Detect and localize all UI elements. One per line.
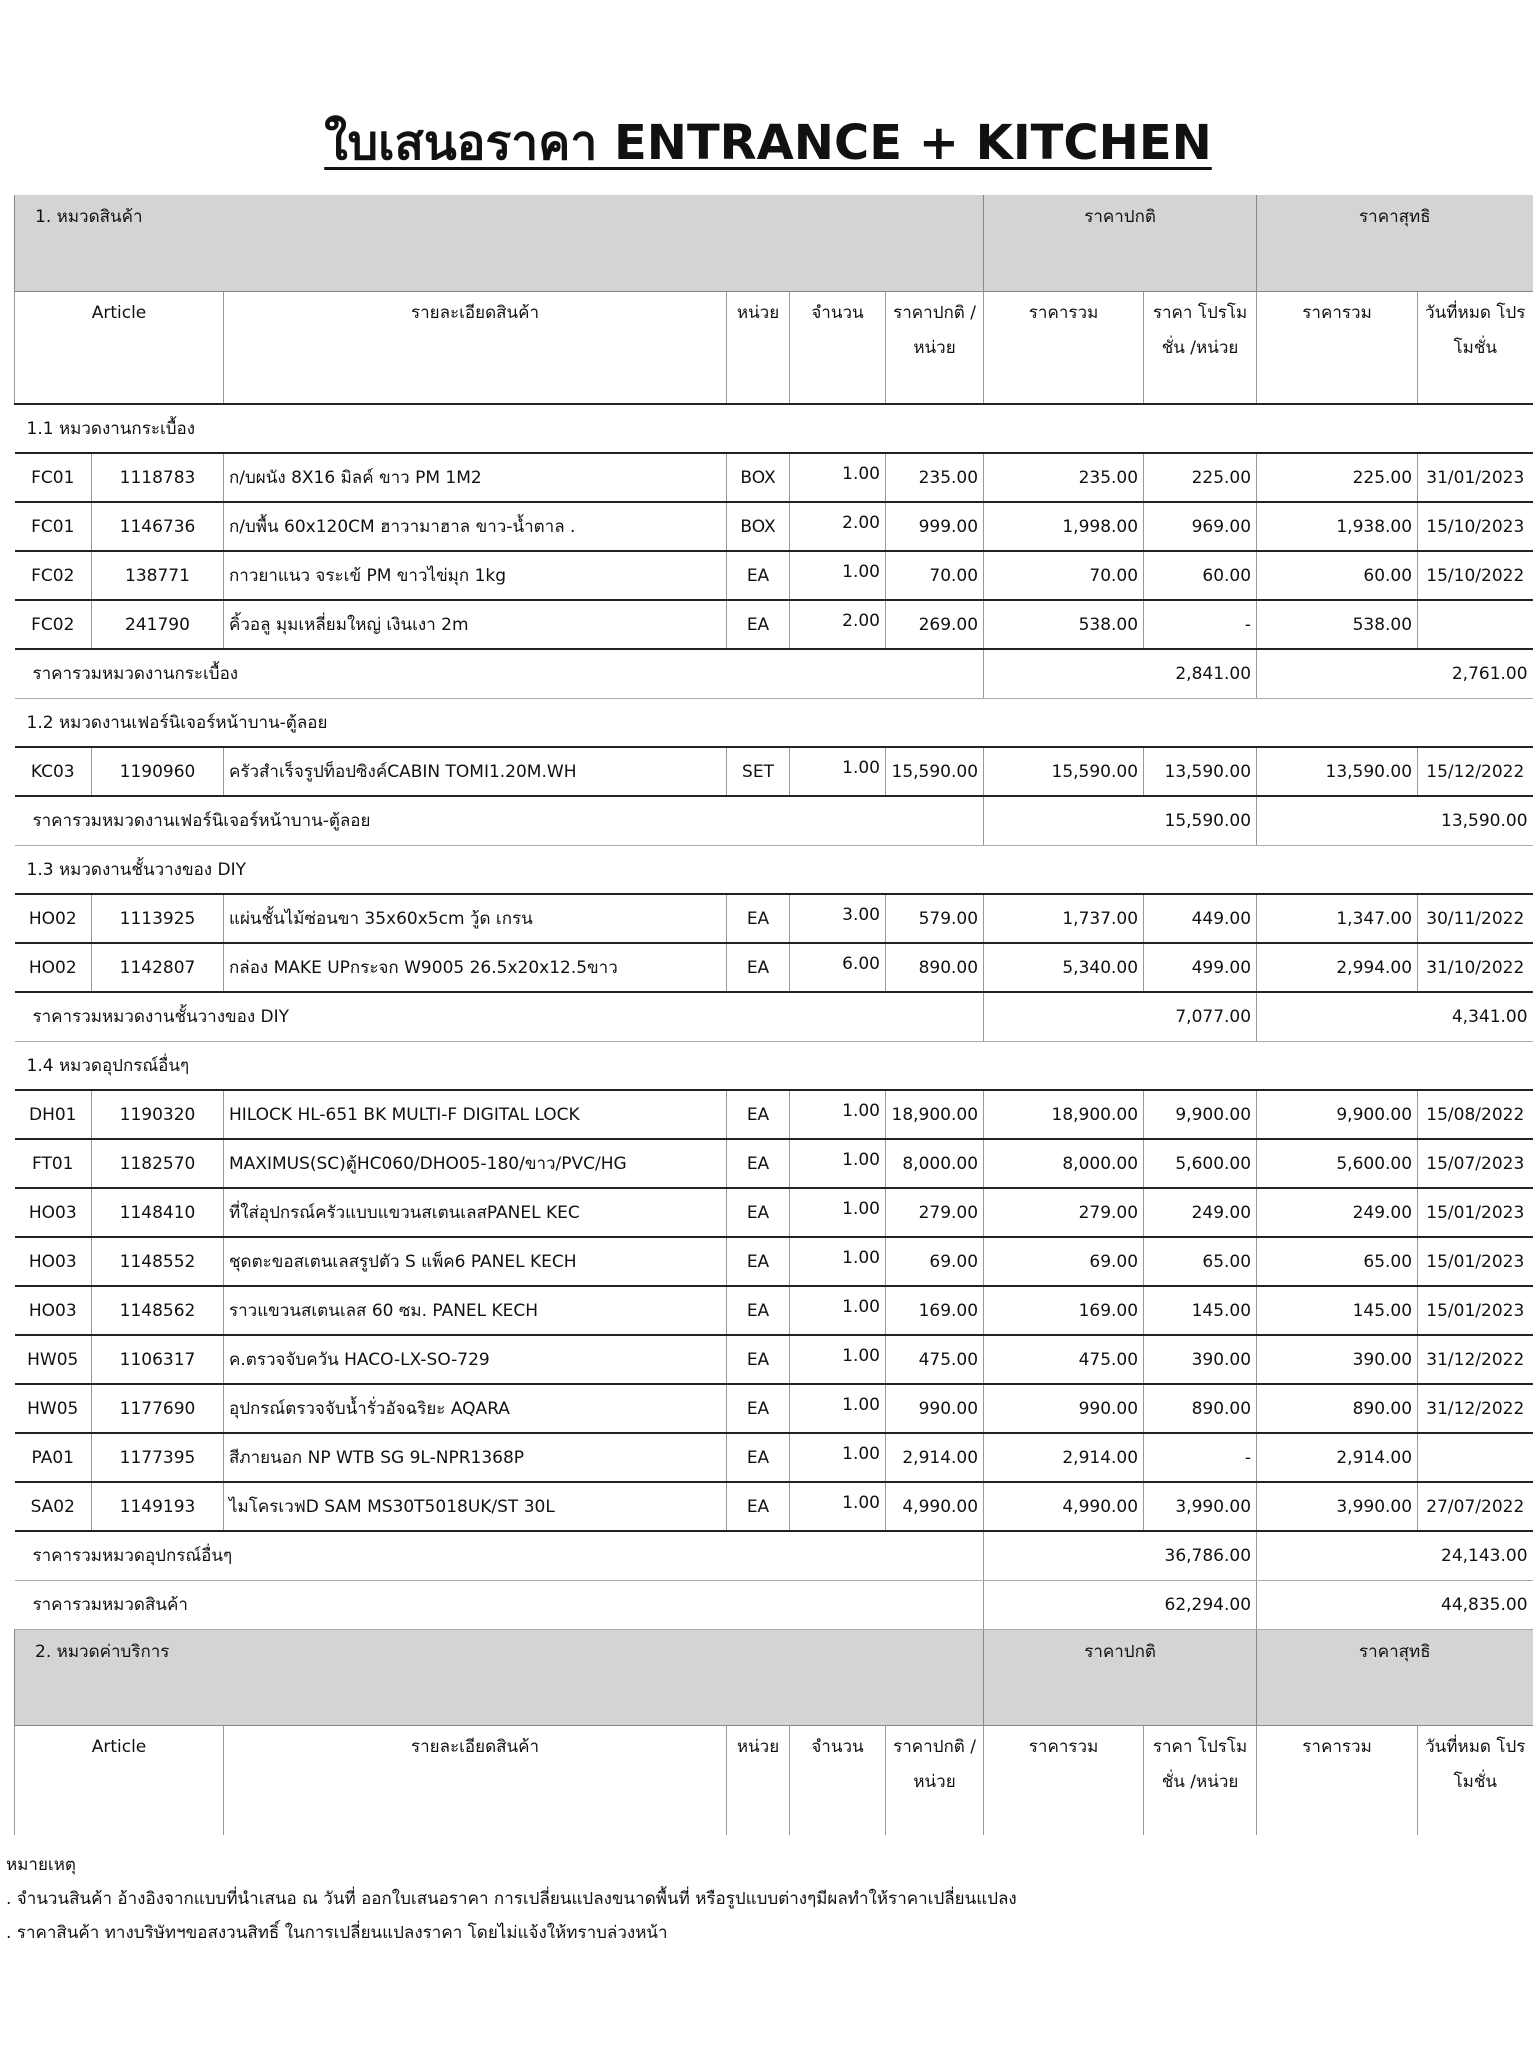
note-line-2: . ราคาสินค้า ทางบริษัทฯขอสงวนสิทธิ์ ในการเปลี่ยนแปลงราคา โดยไม่แจ้งให้ทราบล่วงหน้า <box>6 1923 668 1938</box>
subtotal-net: 24,143.00 <box>1257 1531 1533 1580</box>
col-promo-price: ราคา โปรโมชั่น /หน่วย <box>1144 1725 1257 1835</box>
item-description: ไมโครเวฟD SAM MS30T5018UK/ST 30L <box>224 1482 727 1531</box>
item-qty: 2.00 <box>790 600 886 649</box>
subtotal-label: ราคารวมหมวดงานกระเบื้อง <box>15 649 984 698</box>
item-total: 169.00 <box>984 1286 1144 1335</box>
item-code: PA01 <box>15 1433 92 1482</box>
item-unit-price: 69.00 <box>886 1237 984 1286</box>
item-promo-price: 60.00 <box>1144 551 1257 600</box>
item-promo-end: 27/07/2022 <box>1418 1482 1533 1531</box>
item-unit-price: 18,900.00 <box>886 1090 984 1139</box>
item-unit: EA <box>727 1286 790 1335</box>
item-description: ครัวสำเร็จรูปท็อปซิงค์CABIN TOMI1.20M.WH <box>224 747 727 796</box>
table-row <box>15 1384 1533 1433</box>
table-row <box>15 453 1533 502</box>
item-promo-price: 499.00 <box>1144 943 1257 992</box>
item-promo-end: 15/08/2022 <box>1418 1090 1533 1139</box>
item-code: HO02 <box>15 943 92 992</box>
item-total: 1,737.00 <box>984 894 1144 943</box>
item-total: 475.00 <box>984 1335 1144 1384</box>
item-unit-price: 990.00 <box>886 1384 984 1433</box>
item-description: ที่ใส่อุปกรณ์ครัวแบบแขวนสเตนเลสPANEL KEC <box>224 1188 727 1237</box>
table-row <box>15 1335 1533 1384</box>
item-description: กล่อง MAKE UPกระจก W9005 26.5x20x12.5ขาว <box>224 943 727 992</box>
category-row <box>15 1041 1533 1090</box>
item-code: FT01 <box>15 1139 92 1188</box>
item-description: ราวแขวนสเตนเลส 60 ซม. PANEL KECH <box>224 1286 727 1335</box>
item-promo-end: 15/01/2023 <box>1418 1237 1533 1286</box>
item-article: 1148410 <box>92 1188 224 1237</box>
item-unit-price: 70.00 <box>886 551 984 600</box>
item-qty: 1.00 <box>790 1188 886 1237</box>
item-promo-price: 390.00 <box>1144 1335 1257 1384</box>
item-unit-price: 15,590.00 <box>886 747 984 796</box>
subtotal-label: ราคารวมหมวดอุปกรณ์อื่นๆ <box>15 1531 984 1580</box>
item-unit: EA <box>727 1335 790 1384</box>
subtotal-normal: 7,077.00 <box>984 992 1257 1041</box>
table-row <box>15 1482 1533 1531</box>
item-code: HW05 <box>15 1335 92 1384</box>
section-subtotal-row <box>15 796 1533 845</box>
item-code: HW05 <box>15 1384 92 1433</box>
item-code: KC03 <box>15 747 92 796</box>
item-article: 138771 <box>92 551 224 600</box>
item-promo-total: 890.00 <box>1257 1384 1418 1433</box>
section-subtotal-row <box>15 649 1533 698</box>
item-unit: EA <box>727 1090 790 1139</box>
item-unit-price: 2,914.00 <box>886 1433 984 1482</box>
item-promo-price: 9,900.00 <box>1144 1090 1257 1139</box>
item-unit: EA <box>727 1188 790 1237</box>
item-promo-total: 1,347.00 <box>1257 894 1418 943</box>
group-header-2 <box>15 1629 1533 1725</box>
item-promo-price: 5,600.00 <box>1144 1139 1257 1188</box>
item-promo-total: 2,914.00 <box>1257 1433 1418 1482</box>
category-row <box>15 845 1533 894</box>
item-promo-price: 249.00 <box>1144 1188 1257 1237</box>
subtotal-net: 2,761.00 <box>1257 649 1533 698</box>
category-row <box>15 404 1533 453</box>
item-promo-total: 249.00 <box>1257 1188 1418 1237</box>
col-unit-price: ราคาปกติ /หน่วย <box>886 291 984 404</box>
item-promo-total: 5,600.00 <box>1257 1139 1418 1188</box>
item-unit-price: 475.00 <box>886 1335 984 1384</box>
group-title: 2. หมวดค่าบริการ <box>15 1629 984 1725</box>
item-total: 2,914.00 <box>984 1433 1144 1482</box>
item-total: 538.00 <box>984 600 1144 649</box>
table-row <box>15 502 1533 551</box>
item-qty: 1.00 <box>790 1286 886 1335</box>
notes <box>6 1848 1017 1938</box>
item-total: 5,340.00 <box>984 943 1144 992</box>
item-code: FC02 <box>15 600 92 649</box>
category-label: 1.4 หมวดอุปกรณ์อื่นๆ <box>15 1041 1533 1090</box>
item-promo-total: 13,590.00 <box>1257 747 1418 796</box>
net-price-header: ราคาสุทธิ <box>1257 1629 1533 1725</box>
item-qty: 1.00 <box>790 1090 886 1139</box>
item-article: 1146736 <box>92 502 224 551</box>
quotation-table <box>14 195 1533 1835</box>
category-label: 1.1 หมวดงานกระเบื้อง <box>15 404 1533 453</box>
group-header-1 <box>15 195 1533 291</box>
item-code: HO03 <box>15 1237 92 1286</box>
subtotal-normal: 36,786.00 <box>984 1531 1257 1580</box>
item-qty: 1.00 <box>790 1139 886 1188</box>
table-row <box>15 551 1533 600</box>
item-total: 279.00 <box>984 1188 1144 1237</box>
col-unit: หน่วย <box>727 291 790 404</box>
table-row <box>15 1237 1533 1286</box>
item-unit: EA <box>727 1384 790 1433</box>
table-row <box>15 747 1533 796</box>
column-header-row-1 <box>15 291 1533 404</box>
notes-heading: หมายเหตุ <box>6 1855 76 1875</box>
item-description: สีภายนอก NP WTB SG 9L-NPR1368P <box>224 1433 727 1482</box>
item-article: 1182570 <box>92 1139 224 1188</box>
item-total: 1,998.00 <box>984 502 1144 551</box>
item-promo-end: 15/12/2022 <box>1418 747 1533 796</box>
item-promo-price: 969.00 <box>1144 502 1257 551</box>
item-promo-price: 890.00 <box>1144 1384 1257 1433</box>
item-promo-price: - <box>1144 1433 1257 1482</box>
item-total: 15,590.00 <box>984 747 1144 796</box>
item-unit-price: 579.00 <box>886 894 984 943</box>
item-qty: 1.00 <box>790 1384 886 1433</box>
item-qty: 1.00 <box>790 1482 886 1531</box>
item-qty: 2.00 <box>790 502 886 551</box>
item-qty: 1.00 <box>790 551 886 600</box>
item-promo-total: 65.00 <box>1257 1237 1418 1286</box>
item-article: 1190320 <box>92 1090 224 1139</box>
item-article: 1113925 <box>92 894 224 943</box>
table-row <box>15 1286 1533 1335</box>
item-total: 235.00 <box>984 453 1144 502</box>
item-promo-end: 31/12/2022 <box>1418 1384 1533 1433</box>
item-unit: EA <box>727 551 790 600</box>
item-total: 70.00 <box>984 551 1144 600</box>
subtotal-label: ราคารวมหมวดงานเฟอร์นิเจอร์หน้าบาน-ตู้ลอย <box>15 796 984 845</box>
item-unit-price: 279.00 <box>886 1188 984 1237</box>
col-qty: จำนวน <box>790 291 886 404</box>
item-unit: EA <box>727 943 790 992</box>
category-label: 1.3 หมวดงานชั้นวางของ DIY <box>15 845 1533 894</box>
table-row <box>15 1139 1533 1188</box>
item-promo-end <box>1418 1433 1533 1482</box>
item-promo-total: 145.00 <box>1257 1286 1418 1335</box>
item-promo-total: 3,990.00 <box>1257 1482 1418 1531</box>
item-code: FC02 <box>15 551 92 600</box>
item-description: คิ้วอลู มุมเหลี่ยมใหญ่ เงินเงา 2m <box>224 600 727 649</box>
item-promo-end: 15/10/2023 <box>1418 502 1533 551</box>
category-row <box>15 698 1533 747</box>
table-row <box>15 600 1533 649</box>
note-line-1: . จำนวนสินค้า อ้างอิงจากแบบที่นำเสนอ ณ วันที่ ออกใบเสนอราคา การเปลี่ยนแปลงขนาดพื้นที่ หรือรูปแบบต่างๆมีผลทำให้ราคาเปลี่ยนแปลง <box>6 1889 1017 1909</box>
subtotal-net: 4,341.00 <box>1257 992 1533 1041</box>
item-code: FC01 <box>15 502 92 551</box>
item-qty: 1.00 <box>790 1433 886 1482</box>
item-description: กาวยาแนว จระเข้ PM ขาวไข่มุก 1kg <box>224 551 727 600</box>
col-unit-price: ราคาปกติ /หน่วย <box>886 1725 984 1835</box>
item-promo-total: 538.00 <box>1257 600 1418 649</box>
item-unit: SET <box>727 747 790 796</box>
item-qty: 1.00 <box>790 1237 886 1286</box>
grand-total-net: 44,835.00 <box>1257 1580 1533 1629</box>
item-article: 1149193 <box>92 1482 224 1531</box>
item-promo-end: 15/01/2023 <box>1418 1286 1533 1335</box>
item-unit: EA <box>727 1482 790 1531</box>
item-description: แผ่นชั้นไม้ซ่อนขา 35x60x5cm วู้ด เกรน <box>224 894 727 943</box>
col-detail: รายละเอียดสินค้า <box>224 1725 727 1835</box>
table-row <box>15 943 1533 992</box>
table-row <box>15 1433 1533 1482</box>
item-code: SA02 <box>15 1482 92 1531</box>
item-unit: EA <box>727 600 790 649</box>
item-article: 1142807 <box>92 943 224 992</box>
item-unit: EA <box>727 1237 790 1286</box>
item-article: 1106317 <box>92 1335 224 1384</box>
grand-total-row <box>15 1580 1533 1629</box>
column-header-row-2 <box>15 1725 1533 1835</box>
col-promo-price: ราคา โปรโมชั่น /หน่วย <box>1144 291 1257 404</box>
item-promo-price: 3,990.00 <box>1144 1482 1257 1531</box>
item-unit-price: 169.00 <box>886 1286 984 1335</box>
item-description: MAXIMUS(SC)ตู้HC060/DHO05-180/ขาว/PVC/HG <box>224 1139 727 1188</box>
item-unit: BOX <box>727 453 790 502</box>
item-article: 1118783 <box>92 453 224 502</box>
item-code: HO03 <box>15 1286 92 1335</box>
subtotal-normal: 15,590.00 <box>984 796 1257 845</box>
col-promo-end: วันที่หมด โปรโมชั่น <box>1418 291 1533 404</box>
item-unit: EA <box>727 894 790 943</box>
item-promo-price: 449.00 <box>1144 894 1257 943</box>
category-label: 1.2 หมวดงานเฟอร์นิเจอร์หน้าบาน-ตู้ลอย <box>15 698 1533 747</box>
item-unit: BOX <box>727 502 790 551</box>
item-unit-price: 235.00 <box>886 453 984 502</box>
item-code: HO03 <box>15 1188 92 1237</box>
item-promo-total: 60.00 <box>1257 551 1418 600</box>
table-row <box>15 1090 1533 1139</box>
item-code: HO02 <box>15 894 92 943</box>
col-article: Article <box>15 1725 224 1835</box>
item-promo-price: 145.00 <box>1144 1286 1257 1335</box>
item-article: 241790 <box>92 600 224 649</box>
item-description: HILOCK HL-651 BK MULTI-F DIGITAL LOCK <box>224 1090 727 1139</box>
col-detail: รายละเอียดสินค้า <box>224 291 727 404</box>
item-article: 1177690 <box>92 1384 224 1433</box>
item-unit-price: 890.00 <box>886 943 984 992</box>
item-unit: EA <box>727 1433 790 1482</box>
item-qty: 1.00 <box>790 453 886 502</box>
section-subtotal-row <box>15 1531 1533 1580</box>
item-total: 4,990.00 <box>984 1482 1144 1531</box>
item-unit-price: 8,000.00 <box>886 1139 984 1188</box>
item-unit-price: 4,990.00 <box>886 1482 984 1531</box>
col-qty: จำนวน <box>790 1725 886 1835</box>
item-promo-price: - <box>1144 600 1257 649</box>
item-description: ค.ตรวจจับควัน HACO-LX-SO-729 <box>224 1335 727 1384</box>
item-total: 18,900.00 <box>984 1090 1144 1139</box>
item-total: 8,000.00 <box>984 1139 1144 1188</box>
normal-price-header: ราคาปกติ <box>984 195 1257 291</box>
item-promo-price: 65.00 <box>1144 1237 1257 1286</box>
item-description: ก/บพื้น 60x120CM ฮาวามาฮาล ขาว-น้ำตาล . <box>224 502 727 551</box>
grand-total-normal: 62,294.00 <box>984 1580 1257 1629</box>
col-article: Article <box>15 291 224 404</box>
item-unit-price: 269.00 <box>886 600 984 649</box>
item-unit-price: 999.00 <box>886 502 984 551</box>
item-article: 1190960 <box>92 747 224 796</box>
item-promo-total: 1,938.00 <box>1257 502 1418 551</box>
item-qty: 1.00 <box>790 747 886 796</box>
item-promo-total: 225.00 <box>1257 453 1418 502</box>
item-qty: 6.00 <box>790 943 886 992</box>
section-subtotal-row <box>15 992 1533 1041</box>
item-qty: 1.00 <box>790 1335 886 1384</box>
subtotal-normal: 2,841.00 <box>984 649 1257 698</box>
item-promo-total: 9,900.00 <box>1257 1090 1418 1139</box>
item-qty: 3.00 <box>790 894 886 943</box>
item-description: ก/บผนัง 8X16 มิลค์ ขาว PM 1M2 <box>224 453 727 502</box>
item-article: 1148552 <box>92 1237 224 1286</box>
document-title: ใบเสนอราคา ENTRANCE + KITCHEN <box>324 115 1212 171</box>
col-unit: หน่วย <box>727 1725 790 1835</box>
item-code: FC01 <box>15 453 92 502</box>
item-promo-end: 31/12/2022 <box>1418 1335 1533 1384</box>
item-promo-end: 15/01/2023 <box>1418 1188 1533 1237</box>
col-promo-end: วันที่หมด โปรโมชั่น <box>1418 1725 1533 1835</box>
table-row <box>15 894 1533 943</box>
item-promo-price: 225.00 <box>1144 453 1257 502</box>
item-description: อุปกรณ์ตรวจจับน้ำรั่วอัจฉริยะ AQARA <box>224 1384 727 1433</box>
net-price-header: ราคาสุทธิ <box>1257 195 1533 291</box>
item-promo-total: 2,994.00 <box>1257 943 1418 992</box>
col-total: ราคารวม <box>984 1725 1144 1835</box>
item-promo-price: 13,590.00 <box>1144 747 1257 796</box>
subtotal-label: ราคารวมหมวดงานชั้นวางของ DIY <box>15 992 984 1041</box>
item-total: 990.00 <box>984 1384 1144 1433</box>
item-description: ชุดตะขอสเตนเลสรูปตัว S แพ็ค6 PANEL KECH <box>224 1237 727 1286</box>
grand-total-label: ราคารวมหมวดสินค้า <box>15 1580 984 1629</box>
col-promo-total: ราคารวม <box>1257 291 1418 404</box>
item-unit: EA <box>727 1139 790 1188</box>
item-promo-end <box>1418 600 1533 649</box>
col-promo-total: ราคารวม <box>1257 1725 1418 1835</box>
subtotal-net: 13,590.00 <box>1257 796 1533 845</box>
item-promo-end: 15/10/2022 <box>1418 551 1533 600</box>
item-promo-end: 31/10/2022 <box>1418 943 1533 992</box>
table-row <box>15 1188 1533 1237</box>
item-promo-total: 390.00 <box>1257 1335 1418 1384</box>
group-title: 1. หมวดสินค้า <box>15 195 984 291</box>
item-promo-end: 15/07/2023 <box>1418 1139 1533 1188</box>
item-promo-end: 30/11/2022 <box>1418 894 1533 943</box>
item-code: DH01 <box>15 1090 92 1139</box>
col-total: ราคารวม <box>984 291 1144 404</box>
item-article: 1177395 <box>92 1433 224 1482</box>
normal-price-header: ราคาปกติ <box>984 1629 1257 1725</box>
item-promo-end: 31/01/2023 <box>1418 453 1533 502</box>
item-total: 69.00 <box>984 1237 1144 1286</box>
item-article: 1148562 <box>92 1286 224 1335</box>
